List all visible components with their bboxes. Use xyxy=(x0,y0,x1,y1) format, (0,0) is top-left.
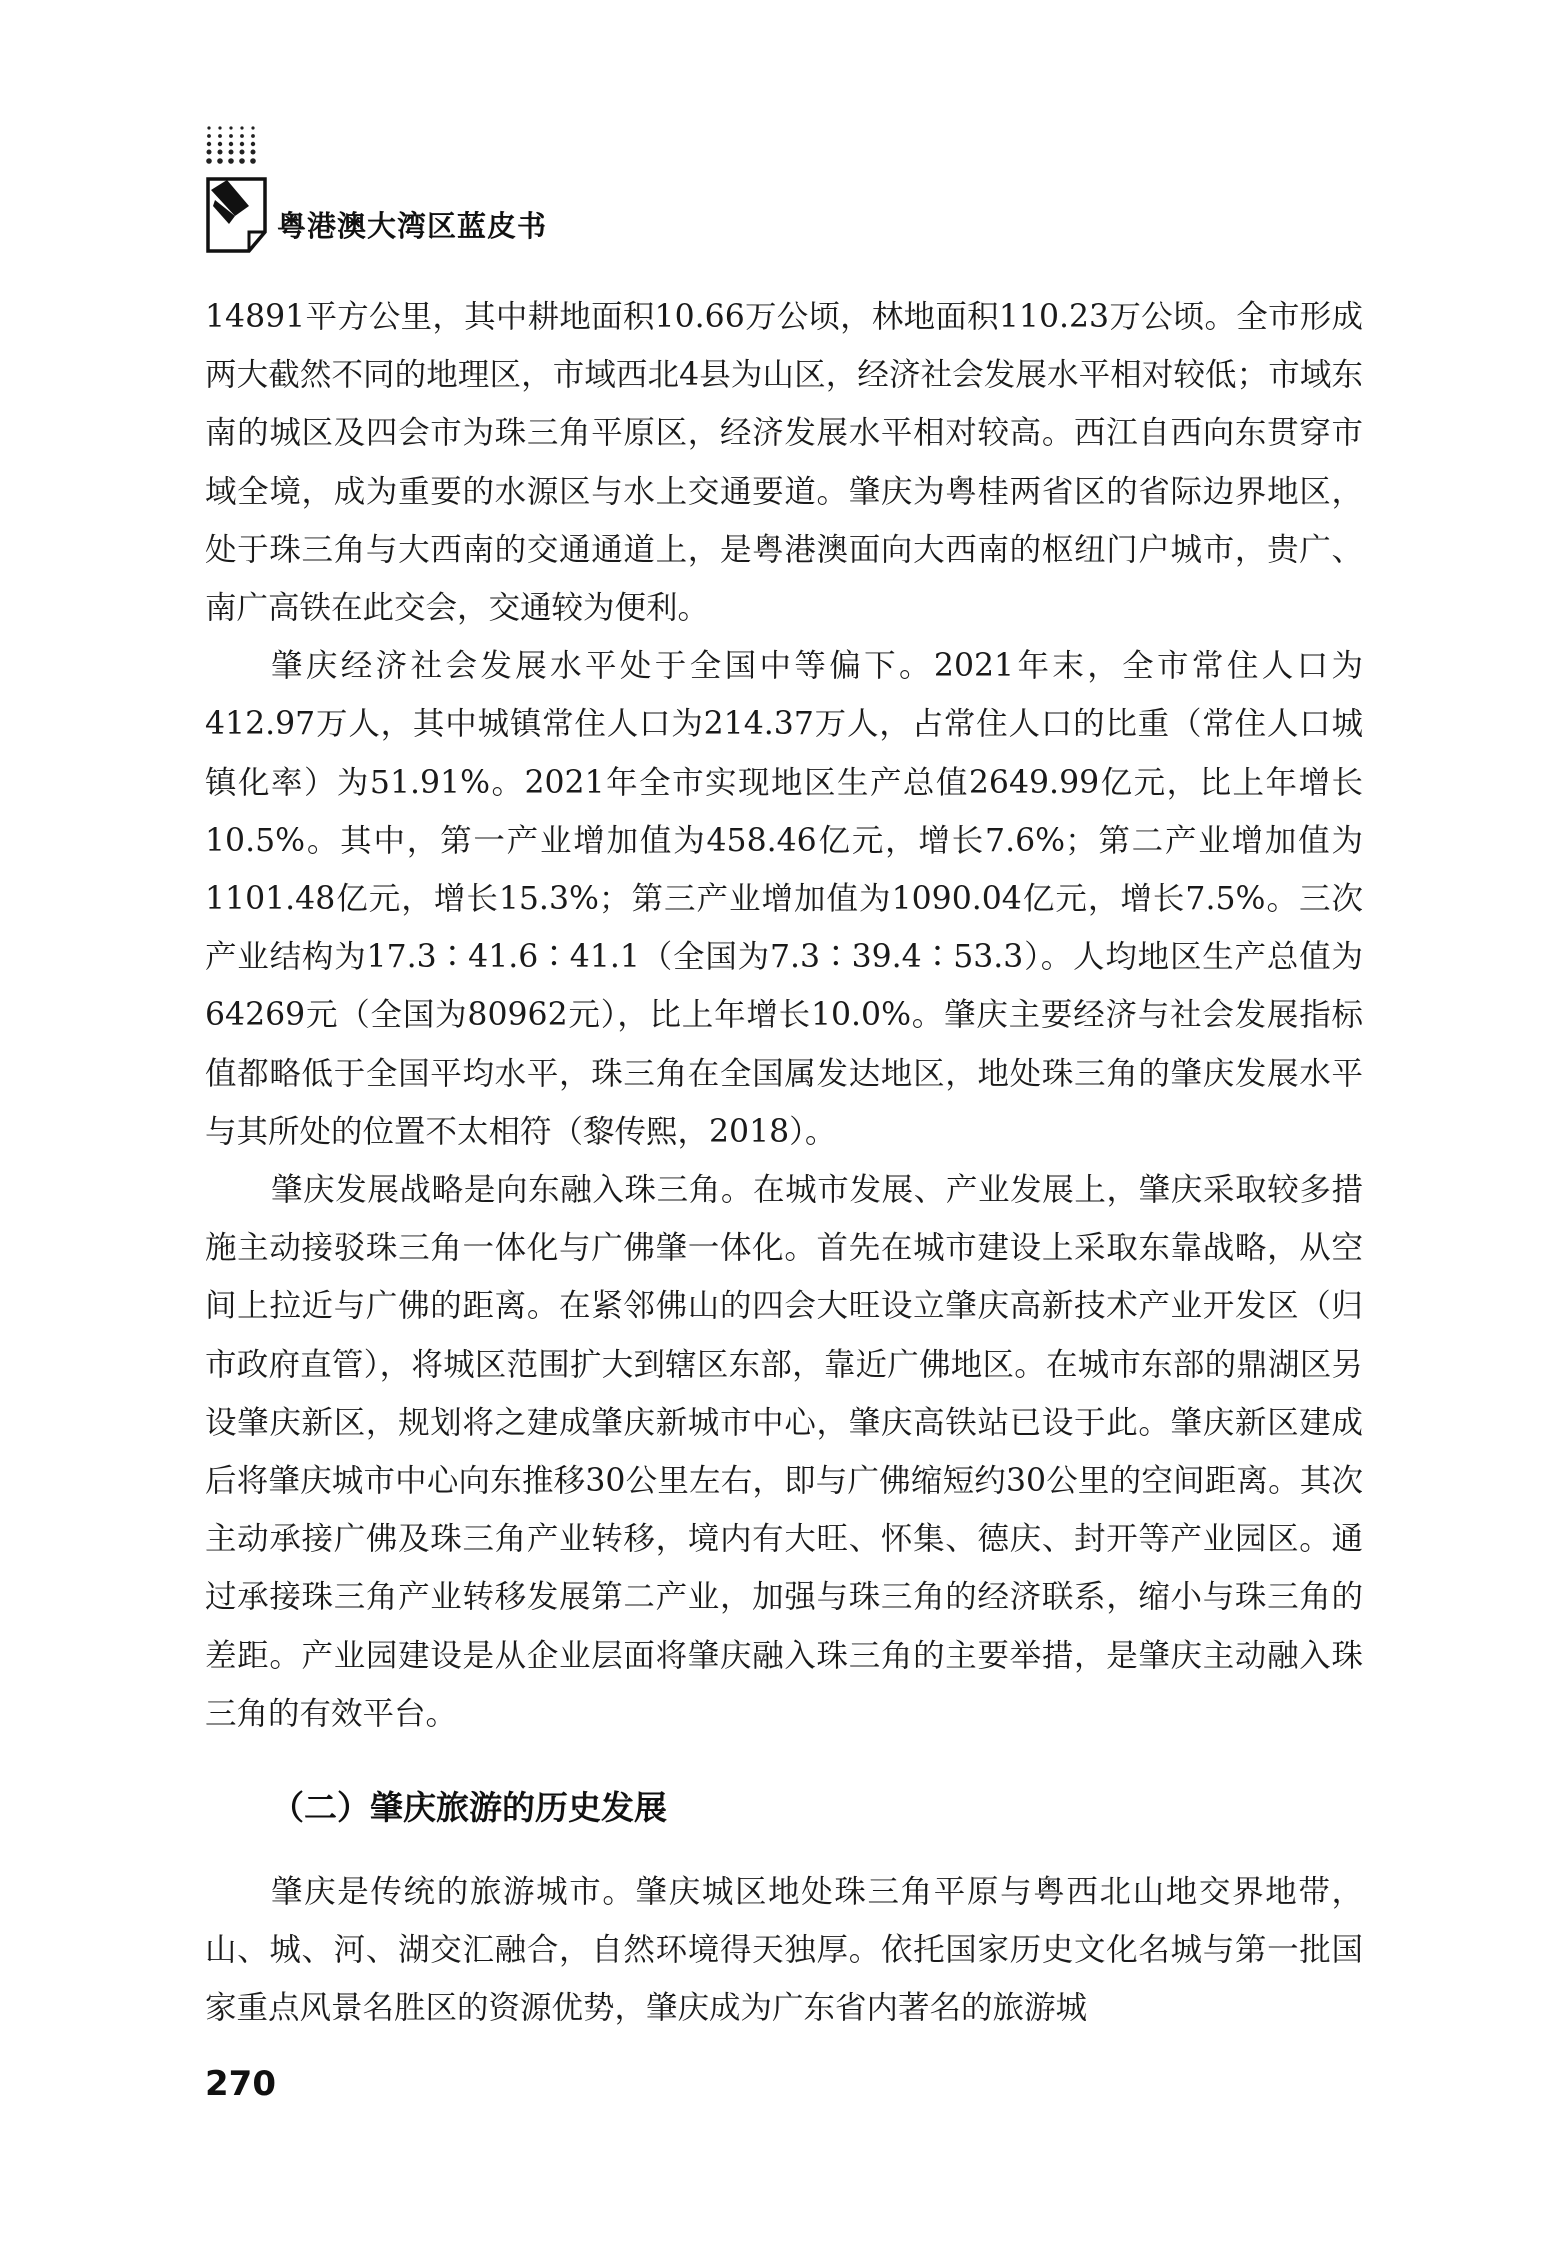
series-title: 粤港澳大湾区蓝皮书 xyxy=(277,209,548,243)
running-header xyxy=(205,124,565,254)
paragraph-3: 肇庆发展战略是向东融入珠三角。在城市发展、产业发展上，肇庆采取较多措施主动接驳珠三角一体化与广佛肇一体化。首先在城市建设上采取东靠战略，从空间上拉近与广佛的距离。在紧邻佛山的四会大旺设立肇庆高新技术产业开发区（归市政府直管），将城区范围扩大到辖区东部，靠近广佛地区。在城市东部的鼎湖区另设肇庆新区，规划将之建成肇庆新城市中心，肇庆高铁站已设于此。肇庆新区建成后将肇庆城市中心向东推移30公里左右，即与广佛缩短约30公里的空间距离。其次主动承接广佛及珠三角产业转移，境内有大旺、怀集、德庆、封开等产业园区。通过承接珠三角产业转移发展第二产业，加强与珠三角的经济联系，缩小与珠三角的差距。产业园建设是从企业层面将肇庆融入珠三角的主要举措，是肇庆主动融入珠三角的有效平台。 xyxy=(205,1172,1363,1732)
paragraph-2: 肇庆经济社会发展水平处于全国中等偏下。2021年末，全市常住人口为412.97万人，其中城镇常住人口为214.37万人，占常住人口的比重（常住人口城镇化率）为51.91%。2021年全市实现地区生产总值2649.99亿元，比上年增长10.5%。其中，第一产业增加值为458.46亿元，增长7.6%；第二产业增加值为1101.48亿元，增长15.3%；第三产业增加值为1090.04亿元，增长7.5%。三次产业结构为17.3∶41.6∶41.1（全国为7.3∶39.4∶53.3）。人均地区生产总值为64269元（全国为80962元），比上年增长10.0%。肇庆主要经济与社会发展指标值都略低于全国平均水平，珠三角在全国属发达地区，地处珠三角的肇庆发展水平与其所处的位置不太相符（黎传熙，2018）。 xyxy=(205,648,1363,1150)
bluebook-logo-icon xyxy=(205,176,269,254)
section-paragraph: 肇庆是传统的旅游城市。肇庆城区地处珠三角平原与粤西北山地交界地带，山、城、河、湖交汇融合，自然环境得天独厚。依托国家历史文化名城与第一批国家重点风景名胜区的资源优势，肇庆成为广东省内著名的旅游城 xyxy=(205,1874,1363,2027)
dot-grid-decoration xyxy=(205,124,269,170)
page-number: 270 xyxy=(205,2064,276,2104)
paragraph-1: 14891平方公里，其中耕地面积10.66万公顷，林地面积110.23万公顷。全市形成两大截然不同的地理区，市域西北4县为山区，经济社会发展水平相对较低；市域东南的城区及四会市为珠三角平原区，经济发展水平相对较高。西江自西向东贯穿市域全境，成为重要的水源区与水上交通要道。肇庆为粤桂两省区的省际边界地区，处于珠三角与大西南的交通通道上，是粤港澳面向大西南的枢纽门户城市，贵广、南广高铁在此交会，交通较为便利。 xyxy=(205,299,1363,627)
body-text xyxy=(205,288,1363,2038)
section-heading: （二）肇庆旅游的历史发展 xyxy=(271,1788,667,1828)
